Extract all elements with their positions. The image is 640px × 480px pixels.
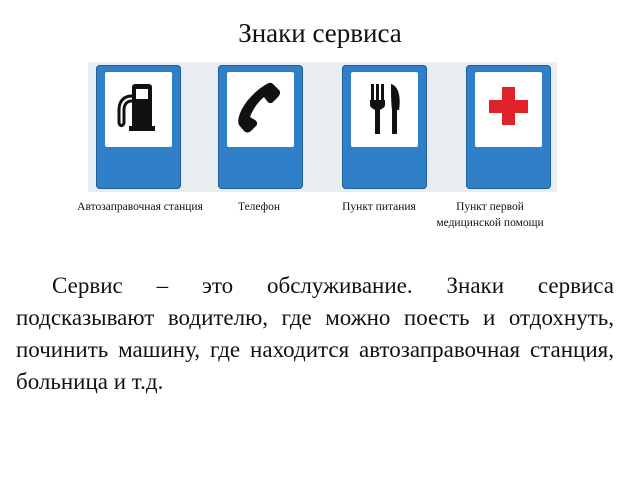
caption-food: Пункт питания (342, 201, 416, 213)
service-signs-image (88, 62, 557, 192)
caption-first-aid: Пункт первой медицинской помощи (436, 201, 544, 229)
body-paragraph: Сервис – это обслуживание. Знаки сервиса подсказывают водителю, где можно поесть и отдохнуть, починить машину, где находится автозаправочная станция, больница и т.д. (16, 273, 614, 394)
food-sign (342, 65, 427, 189)
telephone-icon (227, 72, 294, 147)
fuel-pump-icon (105, 72, 172, 147)
caption-fuel-station: Автозаправочная станция (77, 201, 203, 213)
first-aid-sign (466, 65, 551, 189)
caption-telephone: Телефон (237, 201, 281, 213)
telephone-sign (218, 65, 303, 189)
fuel-station-sign (96, 65, 181, 189)
fork-knife-icon (351, 72, 418, 147)
red-cross-icon (475, 72, 542, 147)
page-title: Знаки сервиса (238, 18, 402, 48)
